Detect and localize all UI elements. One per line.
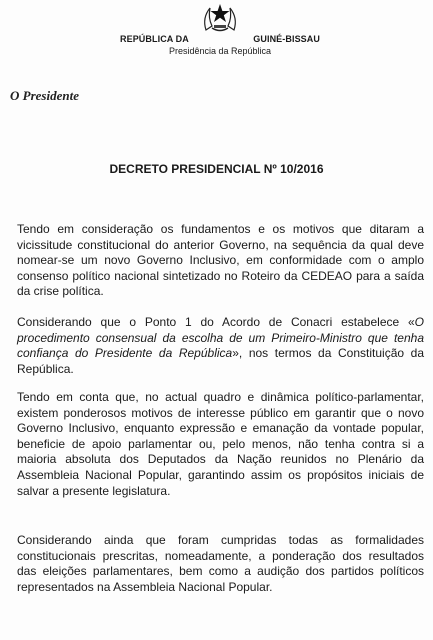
republic-heading-left: REPÚBLICA DA <box>120 34 189 44</box>
decree-title: DECRETO PRESIDENCIAL Nº 10/2016 <box>109 162 324 176</box>
paragraph-2-lead: Considerando que o Ponto 1 do Acordo de Conacri estabelece « <box>17 315 415 329</box>
paragraph-3: Tendo em conta que, no actual quadro e dinâmica político-parlamentar, existem ponderosos motivos de interesse público em garantir que o novo Governo Inclusivo, enquanto expressão e emanação da vontade popular, beneficie de apoio parlamentar ou, pelo menos, não tenha contra si a maioria absoluta dos Deputados da Nação reunidos no Plenário da Assembleia Nacional Popular, garantindo assim os propósitos iniciais de salvar a presente legislatura. <box>17 390 424 498</box>
signature: O Presidente <box>10 88 79 103</box>
paragraph-2-quote: O procedimento consensual da escolha de um Primeiro-Ministro que tenha confiança do Presidente da República <box>17 315 424 361</box>
paragraph-2-tail: », nos termos da Constituição da República. <box>17 346 424 376</box>
paragraph-2 <box>17 315 424 377</box>
presidency-subtitle: Presidência da República <box>168 46 272 56</box>
national-emblem-icon <box>200 0 240 34</box>
republic-heading <box>120 34 320 44</box>
republic-heading-right: GUINÉ-BISSAU <box>253 34 320 44</box>
paragraph-1: Tendo em consideração os fundamentos e os motivos que ditaram a vicissitude constitucional do anterior Governo, na sequência da qual deve nomear-se um novo Governo Inclusivo, em conformidade com o amplo consenso político nacional sintetizado no Roteiro da CEDEAO para a saída da crise política. <box>17 222 424 299</box>
paragraph-4: Considerando ainda que foram cumpridas todas as formalidades constitucionais prescritas, nomeadamente, a ponderação dos resultados das eleições parlamentares, bem como a audição dos partidos políticos representados na Assembleia Nacional Popular. <box>17 533 424 594</box>
